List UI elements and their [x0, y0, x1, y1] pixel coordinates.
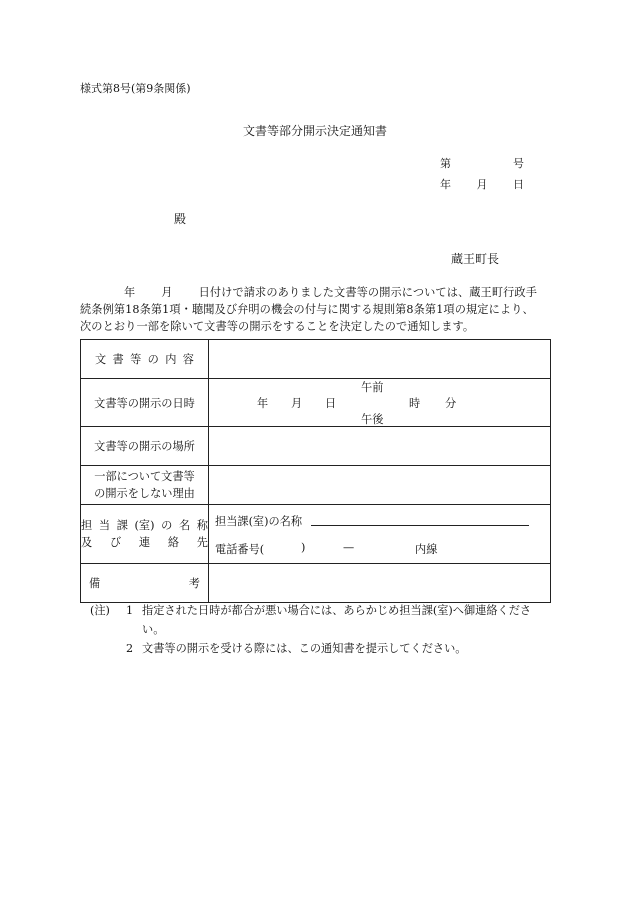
value-contact: [209, 505, 551, 564]
label-contact-line-1: [81, 517, 208, 534]
row-disclosure-datetime: [81, 379, 551, 427]
label-contact: [81, 505, 209, 564]
date-month: 月: [476, 178, 488, 191]
date-day: 日: [513, 178, 524, 191]
label-document-content-text: [81, 351, 208, 367]
datetime-month: 月: [291, 397, 303, 410]
label-contact-line-1-char: 名: [178, 519, 191, 532]
label-document-content-char: 等: [130, 353, 142, 366]
datetime-hour: 時: [409, 397, 421, 410]
datetime-minute: 分: [445, 397, 457, 410]
date-year: 年: [440, 178, 451, 191]
body-line-3: 次のとおり一部を除いて文書等の開示をすることを決定したので通知します。: [80, 320, 475, 333]
label-contact-line-1-char: (室): [134, 519, 155, 532]
body-month: 月: [161, 286, 173, 299]
phone-close-paren: ): [301, 541, 306, 554]
body-year: 年: [124, 286, 136, 299]
section-name-line: [311, 525, 529, 526]
addressee-honorific: 殿: [174, 212, 187, 226]
datetime-pm: 午後: [361, 413, 384, 426]
row-document-content: [81, 340, 551, 379]
disclosure-table: [80, 339, 551, 603]
label-document-content-char: 文: [95, 353, 107, 366]
body-line-1: [80, 284, 554, 301]
note-1-number: 1: [126, 604, 134, 617]
section-name-label: 担当課(室)の名称: [215, 515, 303, 528]
label-disclosure-place: 文書等の開示の場所: [81, 427, 209, 466]
label-contact-line-1-char: の: [161, 519, 173, 532]
row-contact: [81, 505, 551, 564]
label-contact-line-2-char: 先: [196, 536, 208, 549]
row-disclosure-place: [81, 427, 551, 466]
label-contact-line-1-char: 当: [98, 519, 111, 532]
label-document-content-char: 内: [165, 353, 177, 366]
value-disclosure-datetime: [209, 379, 551, 427]
label-reason-line-1: 一部について文書等: [94, 470, 195, 483]
phone-extension: 内線: [415, 543, 438, 556]
datetime-year: 年: [257, 397, 269, 410]
row-nondisclosure-reason: [81, 466, 551, 505]
notice-body: [80, 284, 554, 335]
label-document-content: [81, 340, 209, 379]
row-remarks: [81, 564, 551, 603]
phone-label: 電話番号(: [215, 543, 265, 556]
label-nondisclosure-reason: [81, 466, 209, 505]
label-contact-line-1-char: 称: [196, 519, 208, 532]
remarks-right-char: 考: [188, 577, 200, 590]
body-line-2: 続条例第18条第1項・聴聞及び弁明の機会の付与に関する規則第8条第1項の規定により、: [80, 303, 534, 316]
phone-dash: —: [343, 541, 355, 554]
label-document-content-char: の: [147, 353, 159, 366]
label-reason-line-2: の開示をしない理由: [94, 487, 195, 500]
label-contact-line-2-char: 及: [81, 536, 93, 549]
label-remarks: [81, 564, 209, 603]
note-2-text: 文書等の開示を受ける際には、この通知書を提示してください。: [142, 642, 467, 655]
value-disclosure-place: [209, 427, 551, 466]
label-contact-line-1-char: 担: [81, 519, 93, 532]
label-contact-line-2-char: 連: [138, 536, 151, 549]
form-number: 様式第8号(第9条関係): [80, 82, 191, 95]
document-number-line: [440, 155, 524, 171]
datetime-am: 午前: [361, 381, 384, 394]
issue-date-line: [440, 176, 524, 192]
datetime-day: 日: [325, 397, 337, 410]
note-2-number: 2: [126, 642, 134, 655]
sender-name: 蔵王町長: [451, 252, 500, 266]
note-1-text: 指定された日時が都合が悪い場合には、あらかじめ担当課(室)へ御連絡くださ: [142, 604, 532, 617]
document-title: 文書等部分開示決定通知書: [242, 124, 387, 138]
body-line-1-text: 日付けで請求のありました文書等の開示については、蔵王町行政手: [198, 286, 537, 299]
label-contact-line-1-char: 課: [116, 519, 128, 532]
note-prefix: (注): [90, 604, 110, 617]
number-suffix: 号: [513, 157, 524, 170]
label-contact-line-2-char: 絡: [167, 536, 180, 549]
value-nondisclosure-reason: [209, 466, 551, 505]
number-prefix: 第: [440, 157, 451, 170]
value-document-content: [209, 340, 551, 379]
label-contact-line-2-char: び: [109, 536, 122, 549]
label-document-content-char: 書: [112, 353, 124, 366]
value-remarks: [209, 564, 551, 603]
note-1-cont-text: い。: [142, 623, 165, 636]
label-document-content-char: 容: [182, 353, 194, 366]
label-contact-line-2: [81, 534, 208, 551]
label-disclosure-datetime: 文書等の開示の日時: [81, 379, 209, 427]
remarks-left-char: 備: [89, 577, 101, 590]
